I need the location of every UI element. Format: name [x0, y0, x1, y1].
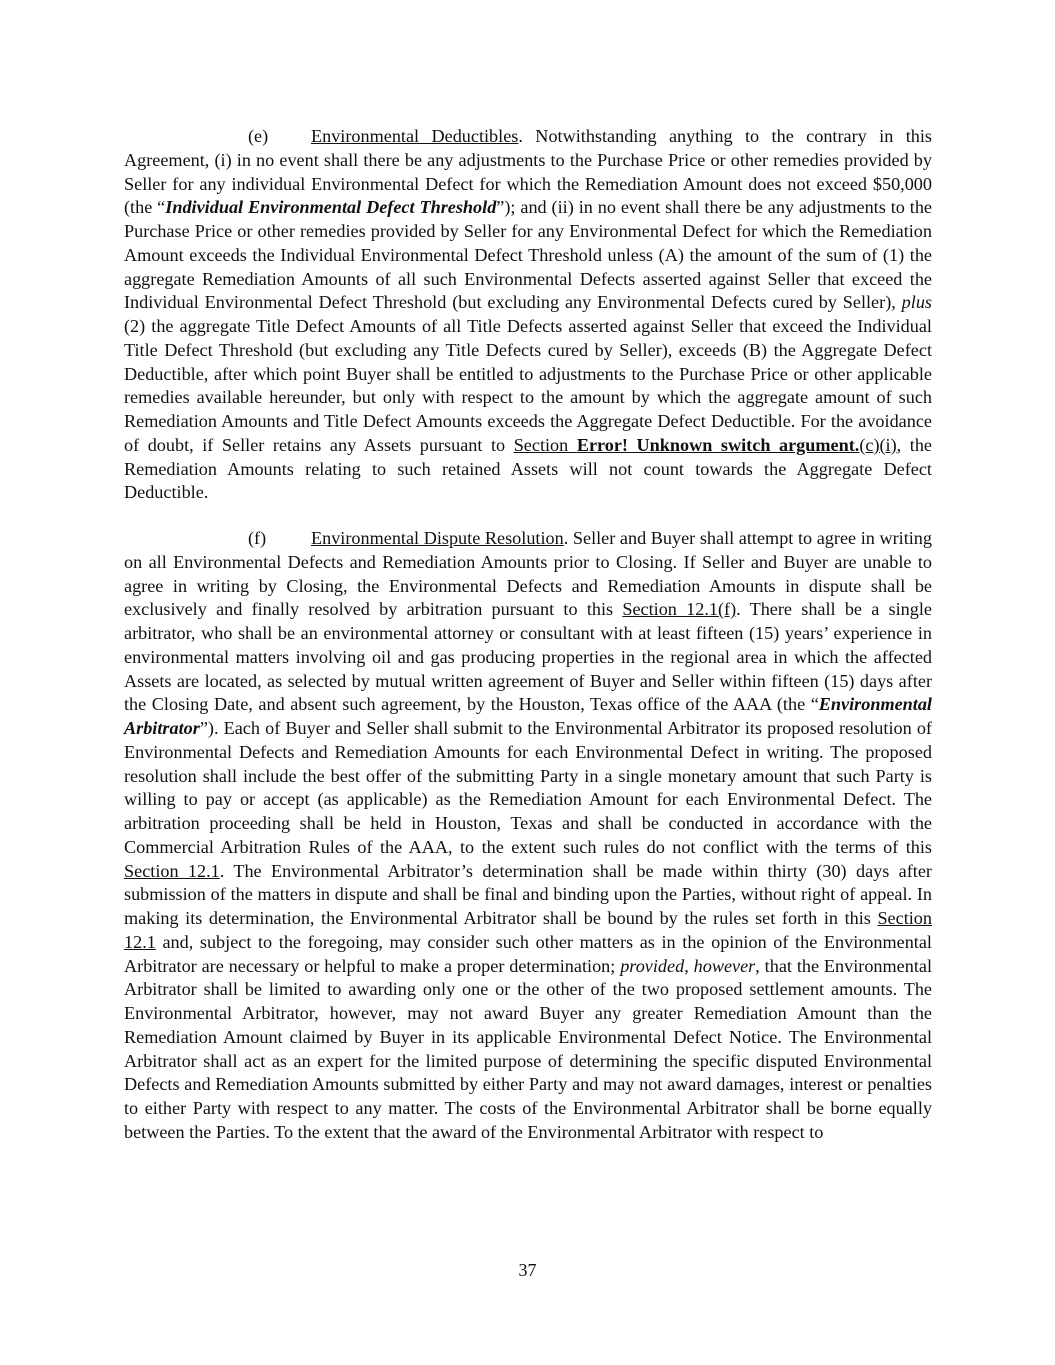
- emphasis-text: however: [693, 955, 756, 976]
- cross-reference-error: Error! Unknown switch argument.: [576, 434, 860, 455]
- paragraph-e: [124, 125, 932, 505]
- body-text: . There shall be a single arbitrator, who shall be an environmental attorney or consultant with at least fifteen (15) years’ experience in environmental matters involving oil and gas producing properties in the regional area in which the affected Assets are located, as selected by mutual written agreement of Buyer and Seller within fifteen (15) days after the Closing Date, and absent such agreement, by the Houston, Texas office of the AAA (the “: [124, 599, 932, 715]
- emphasis-text: plus: [901, 292, 932, 313]
- body-text: . Seller and Buyer shall attempt to agree in writing on all Environmental Defects and Remediation Amounts prior to Closing. If Seller and Buyer are unable to agree in writing by Closing, the Environmental Defects and Remediation Amounts in dispute shall be exclusively and finally resolved by arbitration pursuant to this: [124, 528, 932, 620]
- section-heading: Environmental Dispute Resolution: [311, 528, 564, 548]
- paragraph-marker: (f): [248, 528, 267, 548]
- body-text: ,: [684, 955, 694, 976]
- emphasis-text: provided: [620, 955, 685, 976]
- cross-reference[interactable]: Section 12.1: [124, 860, 220, 881]
- defined-term: Environmental Arbitrator: [124, 694, 932, 738]
- document-body: [124, 125, 932, 1167]
- body-text: . The Environmental Arbitrator’s determination shall be made within thirty (30) days after submission of the matters in dispute and shall be final and binding upon the Parties, without right of appeal. In making its determination, the Environmental Arbitrator shall be bound by the rules set forth in this: [124, 860, 932, 928]
- body-text: ”). Each of Buyer and Seller shall submit to the Environmental Arbitrator its proposed resolution of Environmental Defects and Remediation Amounts for each Environmental Defect in writing. The proposed resolution shall include the best offer of the submitting Party in a single monetary amount that such Party is willing to pay or accept (as applicable) as the Remediation Amount for each Environmental Defect. The arbitration proceeding shall be held in Houston, Texas and shall be conducted in accordance with the Commercial Arbitration Rules of the AAA, to the extent such rules do not conflict with the terms of this: [124, 718, 932, 857]
- paragraph-marker: (e): [248, 126, 269, 146]
- paragraph-f: [124, 527, 932, 1145]
- body-text: , that the Environmental Arbitrator shall be limited to awarding only one or the other of the two proposed settlement amounts. The Environmental Arbitrator, however, may not award Buyer any greater Remediation Amount than the Remediation Amount claimed by Buyer in its applicable Environmental Defect Notice. The Environmental Arbitrator shall act as an expert for the limited purpose of determining the specific disputed Environmental Defects and Remediation Amounts submitted by either Party and may not award damages, interest or penalties to either Party with respect to any matter. The costs of the Environmental Arbitrator shall be borne equally between the Parties. To the extent that the award of the Environmental Arbitrator with respect to: [124, 955, 933, 1142]
- cross-reference[interactable]: [514, 435, 897, 455]
- defined-term: Individual Environmental Defect Threshold: [165, 197, 497, 218]
- cross-reference-tail: (c)(i): [859, 434, 897, 455]
- body-text: , the Remediation Amounts relating to such retained Assets will not count towards the Aggregate Defect Deductible.: [124, 434, 932, 503]
- cross-reference-label: Section: [513, 434, 577, 455]
- cross-reference[interactable]: Section 12.1: [124, 908, 932, 952]
- body-text: (2) the aggregate Title Defect Amounts of all Title Defects asserted against Seller that exceed the Individual Title Defect Threshold (but excluding any Title Defects cured by Seller), exceeds (B) the Aggregate Defect Deductible, after which point Buyer shall be entitled to adjustments to the Purchase Price or other applicable remedies available hereunder, but only with respect to the amount by which the aggregate amount of such Remediation Amounts and Title Defect Amounts exceeds the Aggregate Defect Deductible. For the avoidance of doubt, if Seller retains any Assets pursuant to: [124, 316, 932, 455]
- body-text: ”); and (ii) in no event shall there be any adjustments to the Purchase Price or other remedies provided by Seller for any Environmental Defect for which the Remediation Amount exceeds the Individual Environmental Defect Threshold unless (A) the amount of the sum of (1) the aggregate Remediation Amounts of all such Environmental Defects asserted against Seller that exceed the Individual Environmental Defect Threshold (but excluding any Environmental Defects cured by Seller),: [124, 197, 932, 313]
- cross-reference[interactable]: Section 12.1(f): [622, 599, 737, 620]
- body-text: and, subject to the foregoing, may consider such other matters as in the opinion of the Environmental Arbitrator are necessary or helpful to make a proper determination;: [124, 931, 932, 976]
- section-heading: Environmental Deductibles: [311, 126, 519, 146]
- body-text: . Notwithstanding anything to the contrary in this Agreement, (i) in no event shall there be any adjustments to the Purchase Price or other remedies provided by Seller for any individual Environmental Defect for which the Remediation Amount does not exceed $50,000 (the “: [124, 126, 932, 218]
- page-number: 37: [518, 1260, 537, 1280]
